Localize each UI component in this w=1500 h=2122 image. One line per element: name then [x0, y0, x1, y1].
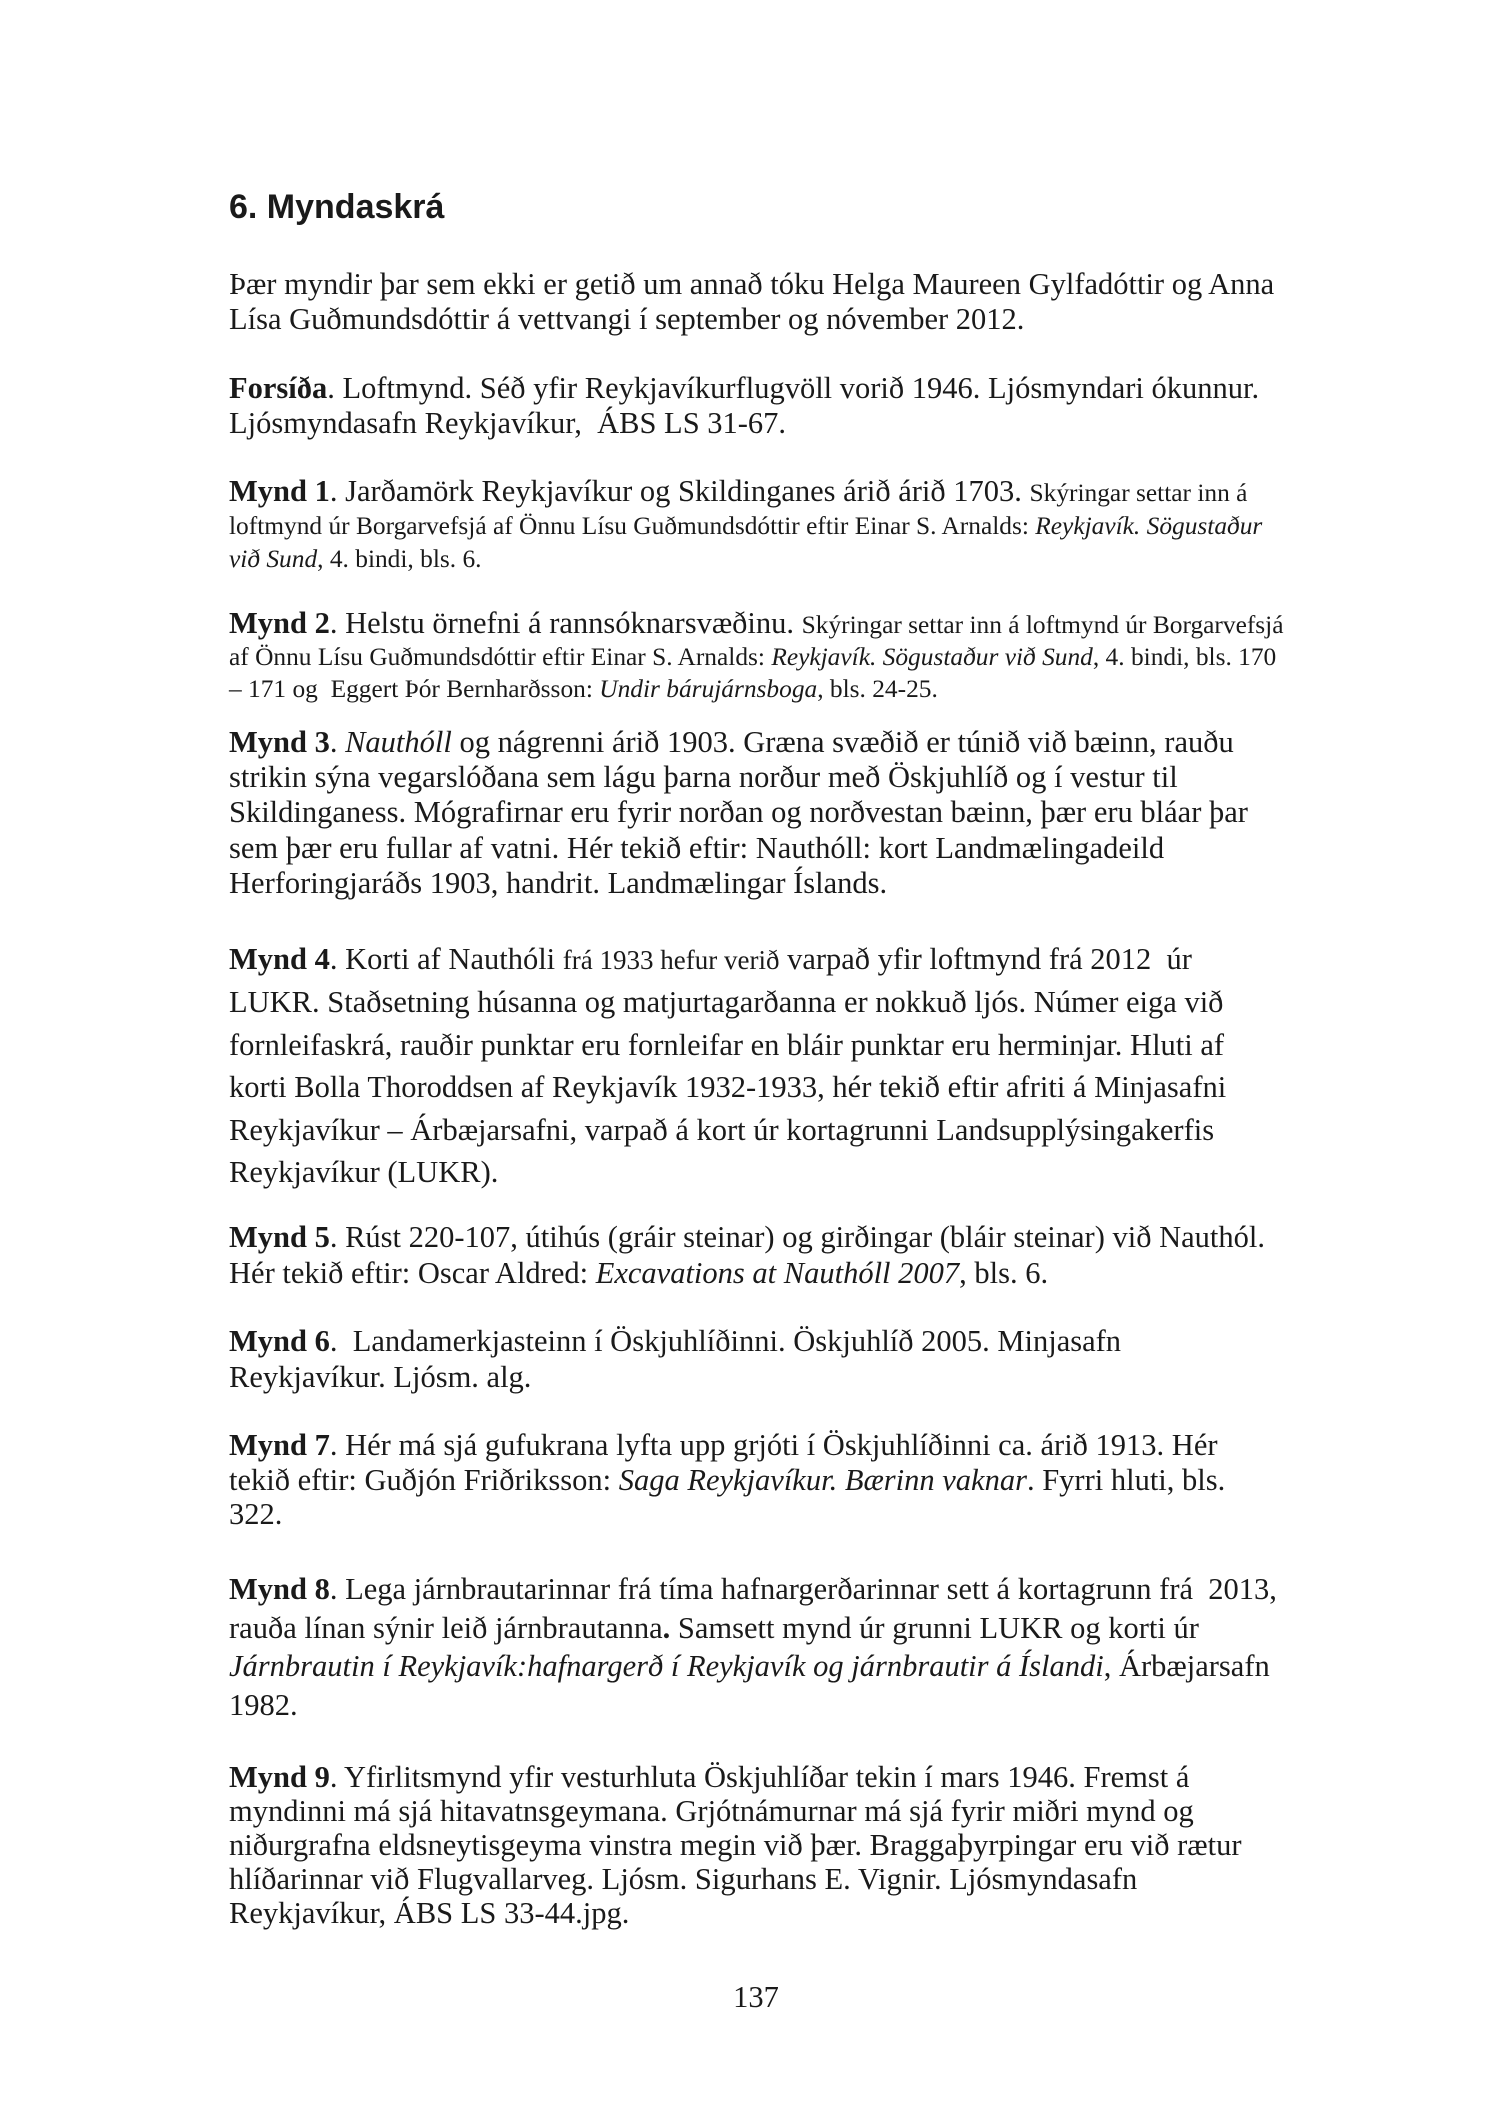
caption-text: Reykjavíkur – Árbæjarsafni, varpað á kort úr kortagrunni Landsupplýsingakerfis	[229, 1112, 1215, 1147]
caption-text: Herforingjaráðs 1903, handrit. Landmælingar Íslands.	[229, 865, 888, 900]
text-line	[229, 1463, 1283, 1498]
caption-text: . Landamerkjasteinn í Öskjuhlíðinni. Öskjuhlíð 2005. Minjasafn	[329, 1324, 1122, 1358]
caption-text: Reykjavíkur (LUKR).	[229, 1155, 499, 1190]
caption-text: frá 1933 hefur verið	[562, 945, 780, 975]
caption-text: 1982.	[229, 1687, 298, 1722]
text-line	[229, 1570, 1283, 1609]
text-line	[229, 1794, 1283, 1828]
text-line	[229, 1647, 1283, 1686]
caption-italic-text: Járnbrautin í Reykjavík:hafnargerð í Reykjavík og járnbrautir á Íslandi	[229, 1649, 1104, 1683]
caption-mynd-5	[229, 1220, 1283, 1291]
caption-text: . Helstu örnefni á rannsóknarsvæðinu.	[329, 606, 802, 640]
caption-note: , 4. bindi, bls. 170	[1092, 643, 1277, 671]
caption-text: . Loftmynd. Séð yfir Reykjavíkurflugvöll vorið 1946. Ljósmyndari ókunnur.	[327, 371, 1260, 405]
caption-text: Skildinganess. Mógrafirnar eru fyrir norðan og norðvestan bæinn, þær eru bláar þar	[229, 795, 1248, 830]
caption-note: , 4. bindi, bls. 6.	[317, 545, 482, 573]
caption-note: – 171 og Eggert Þór Bernharðsson:	[229, 675, 600, 703]
text-line	[229, 476, 1283, 509]
caption-text: , bls. 6.	[959, 1255, 1049, 1290]
text-line	[229, 1109, 1283, 1151]
caption-mynd-7	[229, 1428, 1283, 1532]
caption-note-title: Reykjavík. Sögustaður við Sund	[771, 643, 1093, 671]
text-line	[229, 1256, 1283, 1292]
text-line	[229, 406, 1283, 441]
caption-mynd-4	[229, 938, 1283, 1193]
caption-label: Mynd 4	[229, 942, 330, 976]
text-line	[229, 1497, 1283, 1532]
caption-mynd-8	[229, 1570, 1283, 1724]
text-line	[229, 866, 1283, 901]
text-line	[229, 981, 1283, 1023]
caption-text: rauða línan sýnir leið járnbrautanna	[229, 1610, 663, 1645]
text-line: Þær myndir þar sem ekki er getið um annað tóku Helga Maureen Gylfadóttir og Anna	[229, 267, 1275, 301]
caption-text: Reykjavíkur. Ljósm. alg.	[229, 1359, 532, 1394]
text-line	[229, 1024, 1283, 1066]
text-line	[229, 1609, 1283, 1648]
caption-bold-period: .	[662, 1610, 671, 1645]
text-line	[229, 1324, 1283, 1360]
text-line	[229, 1151, 1283, 1193]
caption-text: . Rúst 220-107, útihús (gráir steinar) og girðingar (bláir steinar) við Nauthól.	[329, 1220, 1265, 1254]
caption-mynd-2	[229, 608, 1283, 704]
text-line	[229, 640, 1283, 672]
caption-note-title: Reykjavík. Sögustaður	[1035, 512, 1263, 540]
section-heading: 6. Myndaskrá	[229, 188, 445, 226]
text-line	[229, 938, 1283, 981]
caption-text: fornleifaskrá, rauðir punktar eru fornleifar en bláir punktar eru herminjar. Hluti af	[229, 1027, 1225, 1062]
caption-text: og nágrenni árið 1903. Græna svæðið er túnið við bæinn, rauðu	[451, 725, 1234, 759]
caption-text: Hér tekið eftir: Oscar Aldred:	[229, 1255, 596, 1290]
caption-text: Reykjavíkur, ÁBS LS 33-44.jpg.	[229, 1896, 630, 1930]
caption-note: , bls. 24-25.	[817, 675, 938, 703]
caption-text: myndinni má sjá hitavatnsgeymana. Grjótnámurnar má sjá fyrir miðri mynd og	[229, 1794, 1194, 1828]
caption-italic-text: Excavations at Nauthóll 2007	[595, 1255, 960, 1290]
caption-mynd-1	[229, 476, 1283, 575]
caption-label: Mynd 2	[229, 606, 330, 640]
caption-label: Mynd 7	[229, 1428, 330, 1462]
text-line	[229, 795, 1283, 830]
text-line	[229, 608, 1283, 640]
text-line	[229, 1896, 1283, 1930]
caption-text: Ljósmyndasafn Reykjavíkur, ÁBS LS 31-67.	[229, 406, 787, 440]
text-line	[229, 1428, 1283, 1463]
caption-note-title: Undir bárujárnsboga	[599, 675, 818, 703]
caption-note: Skýringar settar inn á	[1029, 479, 1248, 507]
caption-label: Mynd 1	[229, 474, 330, 508]
text-line	[229, 725, 1283, 760]
caption-text: niðurgrafna eldsneytisgeyma vinstra megin við þær. Braggaþyrpingar eru við rætur	[229, 1828, 1242, 1862]
caption-note: af Önnu Lísu Guðmundsdóttir eftir Einar S. Arnalds:	[229, 643, 772, 671]
caption-mynd-9	[229, 1760, 1283, 1930]
caption-label: Forsíða	[229, 371, 328, 405]
caption-text: . Korti af Nauthóli	[329, 942, 563, 976]
caption-label: Mynd 5	[229, 1220, 330, 1254]
text-line	[229, 509, 1283, 542]
intro-paragraph	[229, 267, 1283, 337]
caption-text: , Árbæjarsafn	[1103, 1649, 1270, 1683]
caption-label: Mynd 9	[229, 1760, 330, 1794]
caption-text: sem þær eru fullar af vatni. Hér tekið eftir: Nauthóll: kort Landmælingadeild	[229, 830, 1165, 865]
caption-text: 322.	[229, 1497, 283, 1531]
text-line	[229, 1760, 1283, 1794]
caption-text: LUKR. Staðsetning húsanna og matjurtagarðanna er nokkuð ljós. Númer eiga við	[229, 985, 1224, 1020]
text-line	[229, 1066, 1283, 1108]
caption-text: . Jarðamörk Reykjavíkur og Skildinganes árið árið 1703.	[329, 474, 1030, 508]
caption-forsida	[229, 371, 1283, 441]
caption-label: Mynd 6	[229, 1324, 330, 1358]
text-line	[229, 1686, 1283, 1725]
text-line	[229, 831, 1283, 866]
caption-text: . Fyrri hluti, bls.	[1026, 1462, 1226, 1497]
text-line	[229, 542, 1283, 575]
caption-text: korti Bolla Thoroddsen af Reykjavík 1932-1933, hér tekið eftir afriti á Minjasafni	[229, 1070, 1227, 1105]
text-line	[229, 1360, 1283, 1396]
text-line	[229, 1862, 1283, 1896]
text-line	[229, 1828, 1283, 1862]
caption-mynd-6	[229, 1324, 1283, 1395]
text-line	[229, 371, 1283, 406]
caption-label: Mynd 3	[229, 725, 330, 759]
caption-text: Samsett mynd úr grunni LUKR og korti úr	[670, 1610, 1199, 1645]
caption-text: tekið eftir: Guðjón Friðriksson:	[229, 1462, 619, 1497]
caption-text: . Yfirlitsmynd yfir vesturhluta Öskjuhlíðar tekin í mars 1946. Fremst á	[329, 1760, 1190, 1794]
caption-italic-text: Saga Reykjavíkur. Bærinn vaknar	[618, 1462, 1027, 1497]
caption-label: Mynd 8	[229, 1572, 330, 1606]
caption-text: .	[329, 725, 346, 759]
caption-text: . Hér má sjá gufukrana lyfta upp grjóti í Öskjuhlíðinni ca. árið 1913. Hér	[329, 1428, 1218, 1462]
caption-text: varpað yfir loftmynd frá 2012 úr	[779, 942, 1192, 976]
caption-text: . Lega járnbrautarinnar frá tíma hafnargerðarinnar sett á kortagrunn frá 2013,	[329, 1572, 1277, 1606]
caption-text: hlíðarinnar við Flugvallarveg. Ljósm. Sigurhans E. Vignir. Ljósmyndasafn	[229, 1862, 1138, 1896]
text-line	[229, 672, 1283, 704]
caption-italic-text: Nauthóll	[345, 725, 452, 759]
caption-note-title: við Sund	[229, 545, 318, 573]
text-line	[229, 1220, 1283, 1256]
caption-note: Skýringar settar inn á loftmynd úr Borgarvefsjá	[801, 611, 1284, 639]
caption-note: loftmynd úr Borgarvefsjá af Önnu Lísu Guðmundsdóttir eftir Einar S. Arnalds:	[229, 512, 1036, 540]
text-line: Lísa Guðmundsdóttir á vettvangi í september og nóvember 2012.	[229, 302, 1025, 336]
text-line	[229, 760, 1283, 795]
caption-text: strikin sýna vegarslóðana sem lágu þarna norður með Öskjuhlíð og í vestur til	[229, 760, 1178, 795]
caption-mynd-3	[229, 725, 1283, 901]
page-number: 137	[733, 1980, 779, 2014]
